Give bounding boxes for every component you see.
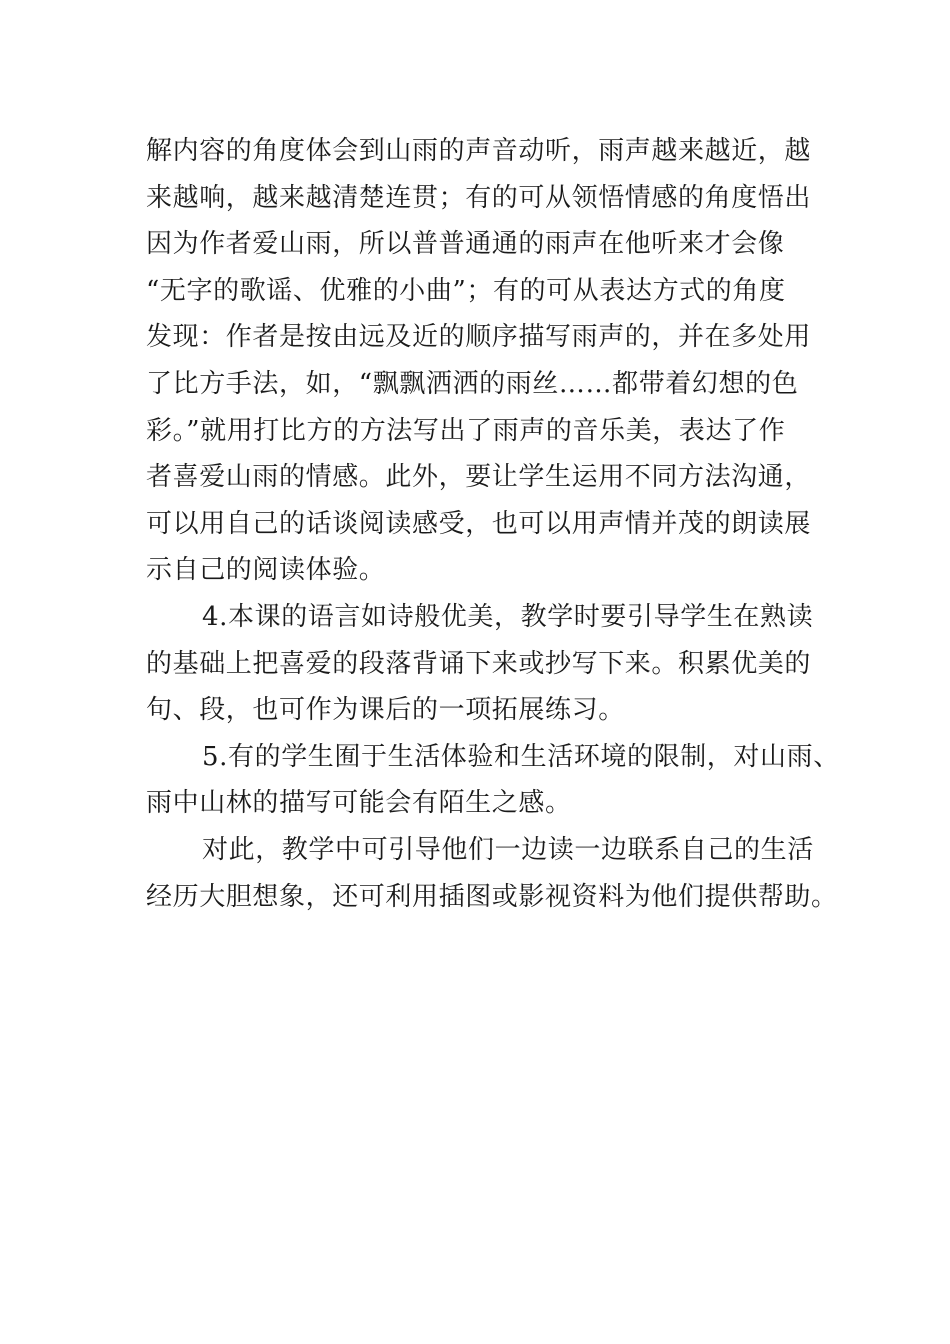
text-line: 示自己的阅读体验。 <box>146 555 386 586</box>
text-line: 句、段，也可作为课后的一项拓展练习。 <box>146 695 625 726</box>
text-line: 解内容的角度体会到山雨的声音动听，雨声越来越近，越 <box>146 136 812 166</box>
text-line: 者喜爱山雨的情感。此外，要让学生运用不同方法沟通， <box>146 462 812 493</box>
text-line: 因为作者爱山雨，所以普普通通的雨声在他听来才会像 <box>146 229 785 260</box>
text-line: 了比方手法，如，“飘飘洒洒的雨丝……都带着幻想的色 <box>146 368 799 399</box>
paragraph-5-start: 5.有的学生囿于生活体验和生活环境的限制，对山雨、 <box>202 741 840 772</box>
text-line: 彩。”就用打比方的方法写出了雨声的音乐美，表达了作 <box>146 415 786 446</box>
text-line: “无字的歌谣、优雅的小曲”；有的可从表达方式的角度 <box>146 275 786 306</box>
paragraph-6-start: 对此，教学中可引导他们一边读一边联系自己的生活 <box>202 834 814 865</box>
text-line: 经历大胆想象，还可利用插图或影视资料为他们提供帮助。 <box>146 881 838 912</box>
text-line: 可以用自己的话谈阅读感受，也可以用声情并茂的朗读展 <box>146 508 812 539</box>
text-line: 发现：作者是按由远及近的顺序描写雨声的，并在多处用 <box>146 322 812 353</box>
text-line: 来越响，越来越清楚连贯；有的可从领悟情感的角度悟出 <box>146 182 812 213</box>
text-line: 雨中山林的描写可能会有陌生之感。 <box>146 788 572 819</box>
text-line: 的基础上把喜爱的段落背诵下来或抄写下来。积累优美的 <box>146 648 812 679</box>
paragraph-4-start: 4.本课的语言如诗般优美，教学时要引导学生在熟读 <box>202 601 814 632</box>
body-text <box>146 128 840 920</box>
